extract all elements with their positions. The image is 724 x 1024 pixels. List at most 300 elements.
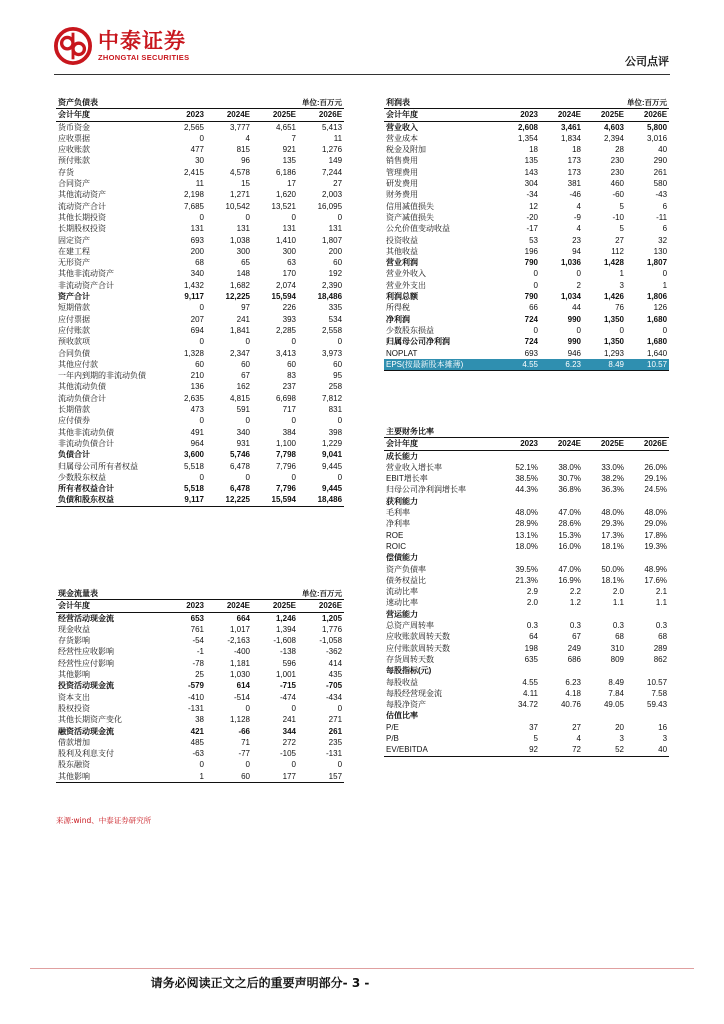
row-value: 143: [524, 167, 538, 177]
row-value: 921: [282, 145, 296, 155]
row-value: 1,181: [229, 658, 250, 668]
row-label: 每股经营现金流: [386, 688, 442, 698]
row-value: 16: [658, 722, 668, 732]
table-row: [384, 496, 669, 507]
row-value: -2,163: [227, 636, 250, 646]
row-label: 货币资金: [58, 122, 90, 132]
row-value: 230: [610, 156, 624, 166]
row-value: 4: [576, 224, 581, 234]
table-row: [384, 620, 669, 631]
row-value: [583, 496, 626, 507]
row-value: [626, 665, 669, 676]
row-value: 112: [611, 246, 624, 256]
row-value: -77: [238, 749, 250, 759]
row-label: 其他长期资产变化: [58, 715, 122, 725]
row-label: P/E: [386, 722, 399, 732]
row-value: [540, 496, 583, 507]
row-label: 资产减值损失: [386, 212, 434, 222]
row-value: 2: [576, 280, 581, 290]
row-label: 负债合计: [58, 450, 90, 460]
row-value: 13.1%: [515, 530, 538, 540]
table-header-row: [56, 600, 344, 612]
row-label: 应付账款: [58, 325, 90, 335]
row-label: 归母公司净利润增长率: [386, 485, 466, 495]
row-value: 15,594: [271, 292, 296, 302]
table-row: [56, 268, 344, 279]
table-row: [384, 268, 669, 279]
row-value: 83: [287, 371, 296, 381]
row-value: 1,036: [560, 258, 581, 268]
table-row: [384, 586, 669, 597]
row-value: 20: [615, 722, 624, 732]
row-value: 44: [572, 303, 581, 313]
table-row: [56, 415, 344, 426]
row-value: 9,445: [322, 484, 343, 494]
logo-chinese-name: 中泰证券: [98, 29, 186, 53]
row-value: 200: [190, 246, 204, 256]
row-value: 398: [328, 427, 343, 437]
row-value: 0.3: [569, 621, 581, 631]
table-row: [384, 643, 669, 654]
table-row: [384, 733, 669, 744]
row-label: 销售费用: [386, 156, 418, 166]
row-label: 少数股东损益: [386, 325, 434, 335]
row-label: 每股净资产: [386, 700, 426, 710]
table-row: [384, 518, 669, 529]
row-value: [583, 450, 626, 462]
row-label: 投资收益: [386, 235, 418, 245]
column-header-year: 2023: [497, 438, 540, 450]
row-value: 97: [241, 303, 250, 313]
row-value: 694: [190, 325, 204, 335]
row-value: 0: [291, 337, 296, 347]
table-row: [56, 325, 344, 336]
row-label: 应付账款周转天数: [386, 643, 450, 653]
row-value: 0: [576, 269, 581, 279]
table-row: [384, 484, 669, 495]
row-value: 162: [236, 382, 250, 392]
row-value: 1,834: [560, 133, 581, 143]
row-value: 0: [199, 760, 204, 770]
row-value: 0: [199, 133, 204, 143]
row-label: 应付票据: [58, 314, 90, 324]
row-value: 790: [524, 292, 538, 302]
row-value: [540, 710, 583, 721]
row-label: 其他非流动资产: [58, 269, 114, 279]
row-value: 173: [567, 156, 581, 166]
table-row: [384, 302, 669, 313]
table-row: [56, 658, 344, 669]
row-value: 241: [282, 715, 296, 725]
row-value: 831: [328, 405, 343, 415]
table-row: [384, 121, 669, 133]
row-value: 261: [328, 726, 343, 736]
document-type: 公司点评: [625, 55, 669, 68]
row-value: 157: [298, 771, 344, 783]
row-label: 流动资产合计: [58, 201, 106, 211]
row-value: 693: [190, 235, 204, 245]
row-value: 393: [282, 314, 296, 324]
row-value: 7,798: [275, 450, 296, 460]
row-label: 净利润: [386, 314, 410, 324]
row-value: 1: [160, 771, 206, 783]
row-value: 1,806: [647, 292, 668, 302]
table-row: [56, 280, 344, 291]
table-row: [384, 688, 669, 699]
row-value: 3: [619, 734, 624, 744]
row-value: -66: [238, 726, 250, 736]
table-row: [56, 472, 344, 483]
row-value: 477: [190, 145, 204, 155]
row-value: 7,244: [322, 167, 343, 177]
table-row: [384, 133, 669, 144]
row-value: 67: [241, 371, 250, 381]
row-value: -474: [279, 692, 296, 702]
row-value: 25: [195, 670, 204, 680]
row-value: 0: [337, 472, 343, 482]
row-value: 11: [333, 133, 343, 143]
row-value: 2,198: [183, 190, 204, 200]
row-value: 1.2: [569, 598, 581, 608]
row-value: 761: [190, 624, 204, 634]
row-value: 126: [653, 303, 668, 313]
row-label: ROE: [386, 530, 404, 540]
row-value: 30.7%: [558, 474, 581, 484]
table-row: [384, 291, 669, 302]
source-note: 来源:wind、中泰证券研究所: [56, 816, 152, 825]
row-value: 0: [245, 416, 250, 426]
row-value: 534: [328, 314, 343, 324]
row-value: 6,698: [275, 393, 296, 403]
row-value: 40: [626, 744, 669, 756]
row-value: [626, 609, 669, 620]
row-value: 2.9: [526, 587, 538, 597]
row-value: 9,117: [184, 292, 204, 302]
table-row: [56, 612, 344, 624]
row-label: 合同负债: [58, 348, 90, 358]
row-value: 9,041: [322, 450, 343, 460]
row-value: 2.0: [526, 598, 538, 608]
table-row: [56, 726, 344, 737]
row-value: 0.3: [612, 621, 624, 631]
row-label: 其他收益: [386, 246, 418, 256]
row-value: 1,038: [229, 235, 250, 245]
row-value: 580: [653, 179, 668, 189]
row-value: 0: [662, 325, 668, 335]
row-value: 0: [199, 212, 204, 222]
row-value: 192: [328, 269, 343, 279]
row-value: -78: [192, 658, 204, 668]
table-unit: 单位:百万元: [540, 97, 669, 109]
row-value: 207: [190, 314, 204, 324]
row-value: 990: [567, 337, 581, 347]
row-label: 债务权益比: [386, 575, 426, 585]
row-value: 67: [572, 632, 581, 642]
row-label: 应收账款周转天数: [386, 632, 450, 642]
row-value: 1,271: [229, 190, 250, 200]
table-row: [384, 677, 669, 688]
row-label: 少数股东权益: [58, 472, 106, 482]
table-row: [56, 201, 344, 212]
row-value: 1,426: [603, 292, 624, 302]
table-row: [56, 314, 344, 325]
row-value: 226: [282, 303, 296, 313]
row-value: 3,461: [560, 122, 581, 132]
table-row: [56, 144, 344, 155]
row-value: 237: [282, 382, 296, 392]
row-label: 长期借款: [58, 405, 90, 415]
row-value: 1,246: [275, 613, 296, 623]
row-value: 344: [282, 726, 296, 736]
row-value: 2,003: [322, 190, 343, 200]
row-value: 0: [291, 212, 296, 222]
row-value: 4,815: [229, 393, 250, 403]
row-value: 289: [653, 643, 668, 653]
table-header-row: [56, 109, 344, 121]
table-row: [384, 609, 669, 620]
table-row: [56, 257, 344, 268]
table-unit: 单位:百万元: [206, 97, 344, 109]
table-row: [384, 257, 669, 268]
table-row: [384, 348, 669, 359]
row-value: 198: [524, 643, 538, 653]
row-value: 5,413: [322, 122, 343, 132]
row-value: 5,518: [183, 461, 204, 471]
row-value: 0: [662, 269, 668, 279]
row-value: 0: [533, 269, 538, 279]
row-value: 614: [236, 681, 250, 691]
row-value: 5: [619, 224, 624, 234]
row-value: 28: [615, 145, 624, 155]
row-value: 59.43: [647, 700, 668, 710]
row-label: 营业成本: [386, 133, 418, 143]
row-value: 38.2%: [601, 474, 624, 484]
row-label: 存货周转天数: [386, 654, 434, 664]
row-value: 435: [328, 670, 343, 680]
row-value: 23: [572, 235, 581, 245]
row-value: 0: [337, 212, 343, 222]
row-value: 7.84: [608, 688, 624, 698]
table-row: [56, 449, 344, 460]
row-value: 1,328: [183, 348, 204, 358]
row-value: 2,415: [183, 167, 204, 177]
row-label: NOPLAT: [386, 348, 418, 358]
row-value: 4: [576, 734, 581, 744]
table-row: [384, 597, 669, 608]
income-statement-table: [384, 97, 669, 371]
row-value: 17.3%: [601, 530, 624, 540]
row-value: 92: [497, 744, 540, 756]
table-row: [56, 646, 344, 657]
row-label: 所得税: [386, 303, 410, 313]
row-value: 1,682: [229, 280, 250, 290]
row-value: [583, 665, 626, 676]
row-value: 68: [615, 632, 624, 642]
row-value: [626, 496, 669, 507]
row-value: 72: [540, 744, 583, 756]
table-row: [384, 336, 669, 347]
row-value: 18: [572, 145, 581, 155]
row-value: 60: [333, 359, 343, 369]
row-label: 营业外支出: [386, 280, 426, 290]
row-value: 1.1: [655, 598, 668, 608]
row-value: 131: [282, 224, 296, 234]
row-value: 38.5%: [515, 474, 538, 484]
row-value: 1,428: [603, 258, 624, 268]
table-title: 主要财务比率: [384, 426, 669, 438]
row-value: [497, 710, 540, 721]
row-value: 76: [615, 303, 624, 313]
row-value: -63: [192, 749, 204, 759]
row-value: 196: [524, 246, 538, 256]
row-value: 664: [236, 613, 250, 623]
table-row: [384, 507, 669, 518]
row-value: 29.3%: [601, 519, 624, 529]
row-value: 0: [291, 703, 296, 713]
table-title-row: [384, 426, 669, 438]
table-row: [384, 473, 669, 484]
table-row: [56, 359, 344, 370]
row-value: -514: [233, 692, 250, 702]
row-label: 负债和股东权益: [56, 494, 160, 506]
row-label: 流动负债合计: [58, 393, 106, 403]
row-value: 0: [533, 325, 538, 335]
table-row: [384, 235, 669, 246]
row-value: 68: [658, 632, 668, 642]
row-value: 12: [529, 201, 538, 211]
row-value: 18.1%: [601, 541, 624, 551]
column-header-year: 2026E: [626, 109, 669, 121]
row-label: 股权投资: [58, 703, 90, 713]
row-value: 53: [529, 235, 538, 245]
row-value: 0: [199, 303, 204, 313]
row-value: 2.0: [612, 587, 624, 597]
row-value: 0: [576, 325, 581, 335]
row-value: 130: [653, 246, 668, 256]
row-value: 1,128: [229, 715, 250, 725]
row-label: 管理费用: [386, 167, 418, 177]
row-value: 2,285: [275, 325, 296, 335]
table-row: [56, 624, 344, 635]
row-value: 7,796: [275, 461, 296, 471]
table-row: [384, 462, 669, 473]
row-label: 偿债能力: [386, 553, 418, 563]
table-title-row: [384, 97, 669, 109]
row-value: 4,651: [275, 122, 296, 132]
row-value: 1,001: [275, 670, 296, 680]
row-value: -715: [279, 681, 296, 691]
row-value: 170: [282, 269, 296, 279]
row-value: [540, 552, 583, 563]
row-value: -46: [569, 190, 581, 200]
row-value: 2.1: [655, 587, 668, 597]
row-value: 272: [282, 737, 296, 747]
row-value: 3: [662, 734, 668, 744]
row-value: [626, 710, 669, 721]
row-value: 2,390: [322, 280, 343, 290]
table-row: [384, 722, 669, 733]
row-value: [583, 609, 626, 620]
row-label: 融资活动现金流: [58, 726, 114, 736]
column-header-year: 2025E: [252, 600, 298, 612]
row-label: 资本支出: [58, 692, 90, 702]
column-header-year: 2026E: [626, 438, 669, 450]
row-value: 44.3%: [515, 485, 538, 495]
row-value: 0: [337, 416, 343, 426]
row-value: 0.3: [526, 621, 538, 631]
row-value: -105: [279, 749, 296, 759]
row-value: -54: [192, 636, 204, 646]
table-row: [56, 223, 344, 234]
row-value: 60: [241, 359, 250, 369]
row-value: 0.3: [655, 621, 668, 631]
row-value: 596: [282, 658, 296, 668]
row-value: 135: [282, 156, 296, 166]
row-value: 230: [610, 167, 624, 177]
row-value: 12,225: [225, 292, 250, 302]
row-value: -60: [612, 190, 624, 200]
table-title-row: [56, 97, 344, 109]
row-value: 68: [195, 258, 204, 268]
row-value: -20: [526, 212, 538, 222]
row-value: 300: [236, 246, 250, 256]
row-value: 0: [245, 760, 250, 770]
row-value: 6,186: [275, 167, 296, 177]
row-value: 5,518: [183, 484, 204, 494]
row-label: 其他应付款: [58, 359, 98, 369]
table-unit: 单位:百万元: [206, 588, 344, 600]
row-value: 2,635: [183, 393, 204, 403]
row-label: 速动比率: [386, 598, 418, 608]
column-header-year: 2025E: [252, 109, 298, 121]
row-value: 1: [662, 280, 668, 290]
table-row: [384, 246, 669, 257]
row-label: 营业外收入: [386, 269, 426, 279]
row-value: 52: [583, 744, 626, 756]
row-label: 经营性应付影响: [58, 658, 114, 668]
row-label: 短期借款: [58, 303, 90, 313]
row-value: 4,578: [229, 167, 250, 177]
row-label: 公允价值变动收益: [386, 224, 450, 234]
row-value: 1,229: [322, 438, 343, 448]
table-row: [384, 552, 669, 563]
table-row: [384, 201, 669, 212]
row-value: 1,620: [275, 190, 296, 200]
row-value: 0: [245, 703, 250, 713]
row-value: 131: [236, 224, 250, 234]
row-value: 36.3%: [601, 485, 624, 495]
row-value: [540, 665, 583, 676]
row-value: 3,413: [275, 348, 296, 358]
row-value: 0: [337, 703, 343, 713]
row-value: 1,276: [322, 145, 343, 155]
row-value: -11: [656, 212, 668, 222]
table-row: [56, 291, 344, 302]
row-value: 693: [524, 348, 538, 358]
row-value: 34.72: [517, 700, 538, 710]
table-row: [56, 348, 344, 359]
table-row: [384, 450, 669, 462]
row-label: 预收款项: [58, 337, 90, 347]
row-label: 税金及附加: [386, 145, 426, 155]
table-row: [56, 404, 344, 415]
row-value: 421: [190, 726, 204, 736]
row-label: 无形资产: [58, 258, 90, 268]
row-label: 合同资产: [58, 179, 90, 189]
row-value: 29.0%: [644, 519, 668, 529]
row-value: 17.6%: [644, 575, 668, 585]
table-row: [56, 167, 344, 178]
